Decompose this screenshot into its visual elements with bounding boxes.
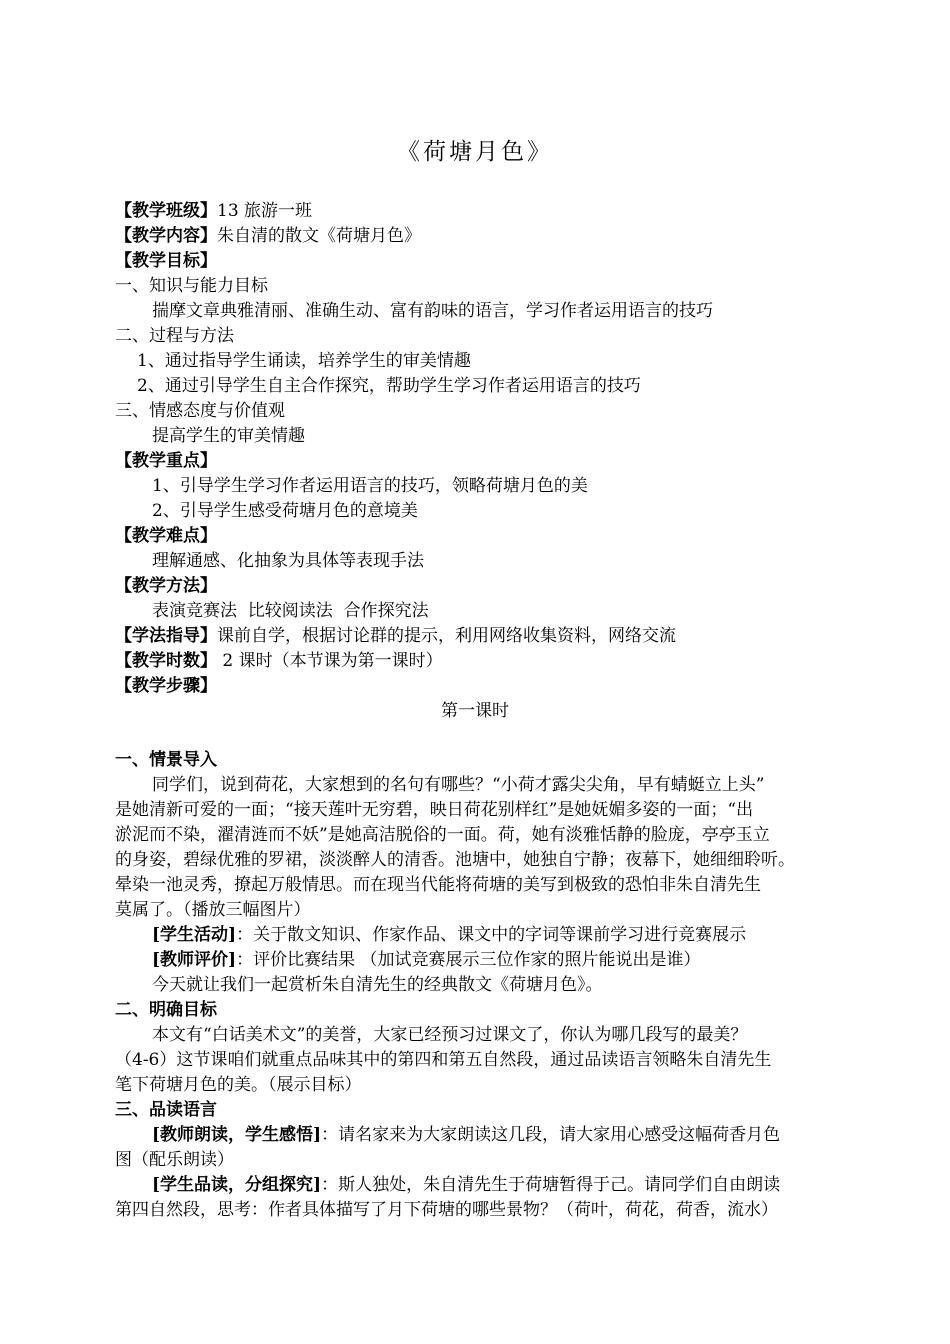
- explore-text: ：斯人独处，朱自清先生于荷塘暂得于己。请同学们自由朗读: [321, 1175, 781, 1195]
- reading-label: [教师朗读，学生感悟]: [152, 1125, 322, 1145]
- student-activity-text: ：关于散文知识、作家作品、课文中的字词等课前学习进行竞赛展示: [236, 925, 747, 945]
- study-guide-label: 【学法指导】: [115, 626, 217, 646]
- difficulty-label: 【教学难点】: [115, 526, 217, 546]
- closing-line: 今天就让我们一起赏析朱自清先生的经典散文《荷塘月色》。: [152, 975, 603, 995]
- paragraph-line: 图（配乐朗读）: [115, 1150, 234, 1170]
- paragraph-line: 淤泥而不染，濯清涟而不妖”是她高洁脱俗的一面。荷，她有淡雅恬静的脸庞，亭亭玉立: [115, 825, 770, 845]
- difficulty-text: 理解通感、化抽象为具体等表现手法: [152, 551, 424, 571]
- goal2-heading: 二、过程与方法: [115, 326, 234, 346]
- paragraph-line: 的身姿，碧绿优雅的罗裙，淡淡醉人的清香。池塘中，她独自宁静；夜幕下，她细细聆听。: [115, 850, 795, 870]
- paragraph-line: 第四自然段，思考：作者具体描写了月下荷塘的哪些景物？（荷叶，荷花，荷香，流水）: [115, 1200, 778, 1220]
- key-points-label: 【教学重点】: [115, 451, 217, 471]
- goal3-text: 提高学生的审美情趣: [152, 426, 305, 446]
- teacher-eval-text: ：评价比赛结果 （加试竞赛展示三位作家的照片能说出是谁）: [236, 950, 701, 970]
- student-activity-line: [152, 923, 877, 948]
- paragraph-line: 笔下荷塘月色的美。（展示目标）: [115, 1075, 362, 1095]
- key-point-item: 1、引导学生学习作者运用语言的技巧，领略荷塘月色的美: [152, 476, 588, 496]
- reading-text: ：请名家来为大家朗读这几段，请大家用心感受这幅荷香月色: [321, 1125, 781, 1145]
- section1-heading: 一、情景导入: [115, 750, 217, 770]
- hours-text: 2 课时（本节课为第一课时）: [217, 651, 443, 671]
- study-guide-text: 课前自学，根据讨论群的提示，利用网络收集资料，网络交流: [217, 626, 676, 646]
- reading-line: [152, 1123, 877, 1148]
- teacher-eval-line: [152, 948, 877, 973]
- paragraph-line: 莫属了。（播放三幅图片）: [115, 900, 311, 920]
- goal2-item: 2、通过引导学生自主合作探究，帮助学生学习作者运用语言的技巧: [137, 376, 641, 396]
- methods-text: 表演竞赛法 比较阅读法 合作探究法: [152, 601, 429, 621]
- class-line: [115, 199, 840, 224]
- goal1-text: 揣摩文章典雅清丽、准确生动、富有韵味的语言，学习作者运用语言的技巧: [152, 301, 713, 321]
- paragraph-line: （4-6）这节课咱们就重点品味其中的第四和第五自然段，通过品读语言领略朱自清先生: [115, 1050, 772, 1070]
- goal1-heading: 一、知识与能力目标: [115, 276, 268, 296]
- section2-heading: 二、明确目标: [115, 1000, 217, 1020]
- paragraph-line: 同学们，说到荷花，大家想到的名句有哪些？“小荷才露尖尖角，早有蜻蜓立上头”: [152, 775, 765, 795]
- content-value: 朱自清的散文《荷塘月色》: [217, 226, 421, 246]
- teacher-eval-label: [教师评价]: [152, 950, 237, 970]
- content-line: [115, 224, 840, 249]
- goals-label: 【教学目标】: [115, 251, 217, 271]
- page-title: 《荷塘月色》: [397, 139, 553, 165]
- section3-heading: 三、品读语言: [115, 1100, 217, 1120]
- study-guide-line: [115, 624, 840, 649]
- goal3-heading: 三、情感态度与价值观: [115, 401, 285, 421]
- paragraph-line: 本文有“白话美术文”的美誉，大家已经预习过课文了，你认为哪几段写的最美？: [152, 1025, 748, 1045]
- class-value: 13 旅游一班: [217, 201, 313, 221]
- content-label: 【教学内容】: [115, 226, 217, 246]
- key-point-item: 2、引导学生感受荷塘月色的意境美: [152, 501, 418, 521]
- steps-label: 【教学步骤】: [115, 676, 217, 696]
- hours-label: 【教学时数】: [115, 651, 217, 671]
- lesson-heading: 第一课时: [441, 701, 509, 721]
- explore-label: [学生品读，分组探究]: [152, 1175, 322, 1195]
- explore-line: [152, 1173, 877, 1198]
- class-label: 【教学班级】: [115, 201, 217, 221]
- student-activity-label: [学生活动]: [152, 925, 237, 945]
- goal2-item: 1、通过指导学生诵读，培养学生的审美情趣: [137, 351, 471, 371]
- hours-line: [115, 649, 840, 674]
- methods-label: 【教学方法】: [115, 576, 217, 596]
- paragraph-line: 是她清新可爱的一面；“接天莲叶无穷碧，映日荷花别样红”是她妩媚多姿的一面；“出: [115, 800, 754, 820]
- paragraph-line: 晕染一池灵秀，撩起万般情思。而在现当代能将荷塘的美写到极致的恐怕非朱自清先生: [115, 875, 761, 895]
